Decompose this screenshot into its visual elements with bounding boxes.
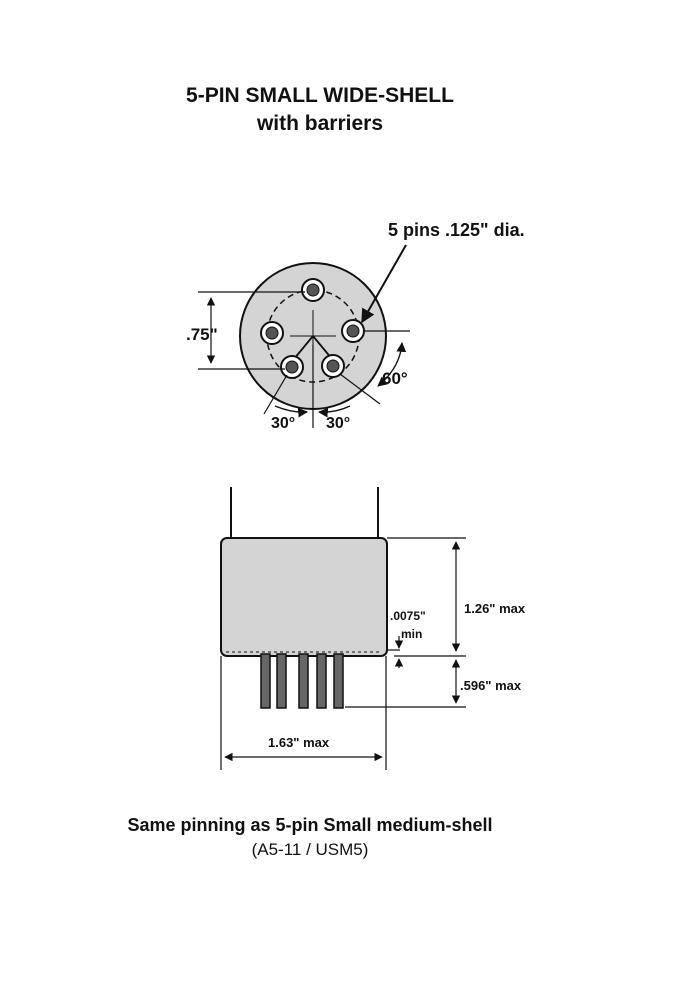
height-label: 1.26" max bbox=[464, 601, 526, 616]
pin bbox=[342, 320, 364, 342]
pins-label: 5 pins .125" dia. bbox=[388, 220, 525, 240]
bottom-pin bbox=[299, 654, 308, 708]
diagram-title: 5-PIN SMALL WIDE-SHELL bbox=[186, 84, 454, 107]
angle-30-right-label: 30° bbox=[326, 415, 351, 432]
pin bbox=[302, 279, 324, 301]
side-view bbox=[221, 487, 526, 770]
bottom-pin bbox=[317, 654, 326, 708]
pin-length-label: .596" max bbox=[460, 678, 522, 693]
shell-body bbox=[221, 538, 387, 656]
bottom-pin bbox=[261, 654, 270, 708]
pin bbox=[261, 322, 283, 344]
spacing-label: .75" bbox=[186, 325, 218, 344]
gap-label-value: .0075" bbox=[390, 609, 426, 623]
bottom-pin bbox=[277, 654, 286, 708]
gap-label-unit: min bbox=[401, 627, 423, 641]
diagram-subtitle: with barriers bbox=[256, 112, 384, 135]
angle-30-left-label: 30° bbox=[271, 415, 296, 432]
width-label: 1.63" max bbox=[268, 735, 330, 750]
bottom-pin bbox=[334, 654, 343, 708]
pins-leader-line bbox=[362, 245, 406, 322]
pinning-note-reference: (A5-11 / USM5) bbox=[251, 840, 369, 859]
pin bbox=[322, 355, 344, 377]
bottom-pins bbox=[261, 654, 343, 708]
pin bbox=[281, 356, 303, 378]
pinning-note: Same pinning as 5-pin Small medium-shell bbox=[127, 815, 493, 835]
top-view bbox=[186, 220, 525, 432]
angle-60-label: 60° bbox=[382, 369, 408, 388]
